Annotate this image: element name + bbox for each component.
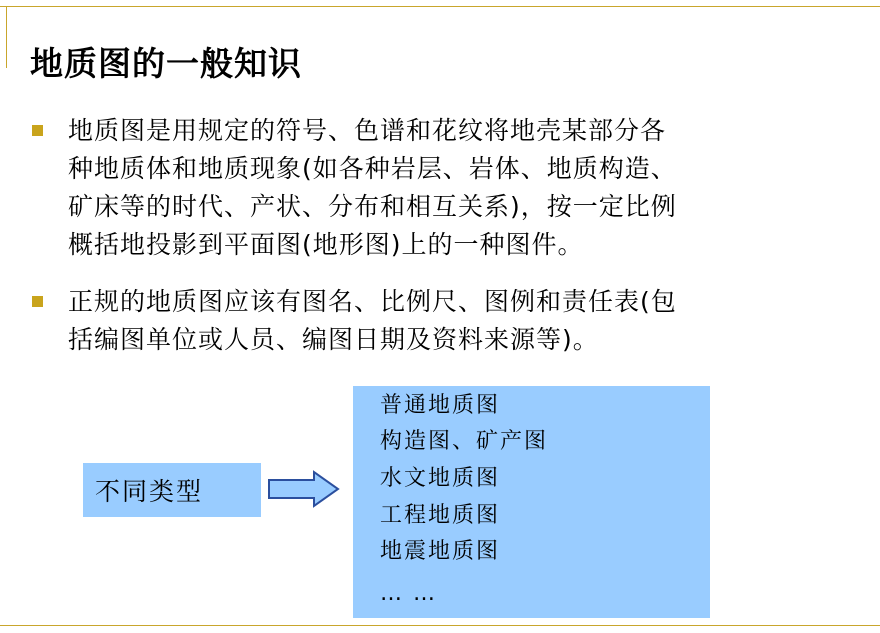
- slide-title: 地质图的一般知识: [30, 44, 302, 83]
- bullet-marker-icon: [32, 125, 43, 136]
- bullet-marker-icon: [32, 296, 43, 307]
- list-item: 构造图、矿产图: [380, 429, 549, 454]
- left-rule: [6, 6, 7, 68]
- map-types-list: [353, 386, 710, 618]
- bullet-line: 矿床等的时代、产状、分布和相互关系)，按一定比例: [68, 192, 677, 221]
- bullet-line: 地质图是用规定的符号、色谱和花纹将地壳某部分各: [68, 116, 667, 145]
- bullet-item-requirements: [32, 284, 872, 360]
- list-item: 地震地质图: [380, 539, 501, 564]
- types-label-box: [83, 463, 261, 517]
- bullet-item-definition: [32, 113, 872, 263]
- types-label: 不同类型: [95, 477, 204, 506]
- list-item-ellipsis: … …: [380, 581, 437, 606]
- right-arrow-icon: [268, 470, 340, 508]
- bullet-line: 概括地投影到平面图(地形图)上的一种图件。: [68, 230, 584, 259]
- list-item: 水文地质图: [380, 466, 501, 491]
- top-rule: [0, 6, 880, 7]
- bullet-line: 正规的地质图应该有图名、比例尺、图例和责任表(包: [68, 287, 677, 316]
- bullet-line: 括编图单位或人员、编图日期及资料来源等)。: [68, 325, 599, 354]
- list-item: 工程地质图: [380, 503, 501, 528]
- bullet-line: 种地质体和地质现象(如各种岩层、岩体、地质构造、: [68, 154, 677, 183]
- list-item: 普通地质图: [380, 393, 501, 418]
- bottom-rule: [0, 625, 880, 626]
